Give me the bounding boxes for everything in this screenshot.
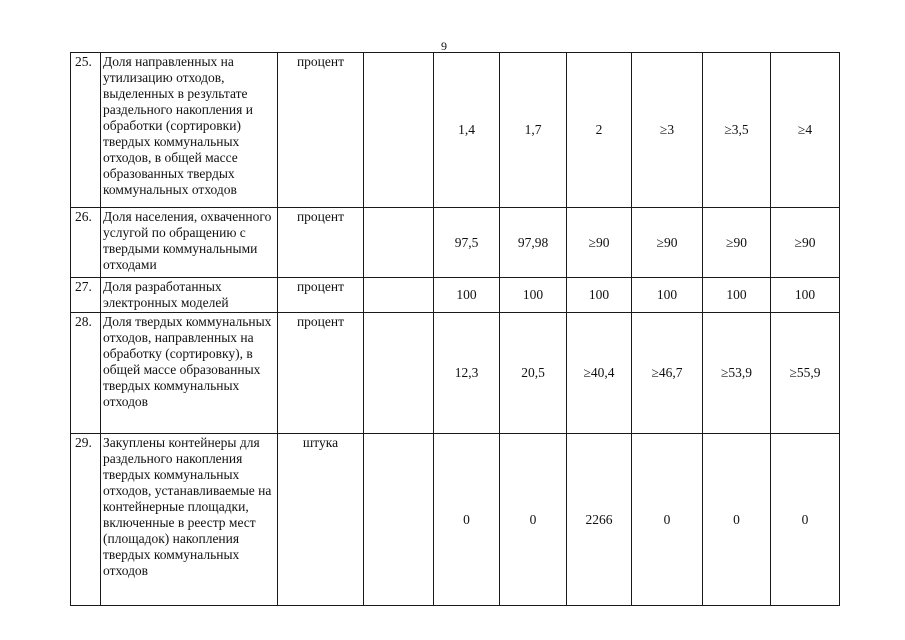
value-cell: ≥3,5 bbox=[703, 53, 771, 208]
value-cell: 0 bbox=[632, 434, 703, 606]
table-row bbox=[71, 208, 840, 278]
value-cell: 20,5 bbox=[500, 313, 567, 434]
value-cell: 100 bbox=[703, 278, 771, 313]
page-number: 9 bbox=[441, 39, 447, 53]
value-cell: 0 bbox=[434, 434, 500, 606]
unit-cell: процент bbox=[278, 278, 364, 313]
value-cell: 100 bbox=[632, 278, 703, 313]
value-cell: 1,4 bbox=[434, 53, 500, 208]
empty-cell bbox=[364, 434, 434, 606]
value-cell: ≥46,7 bbox=[632, 313, 703, 434]
table-row bbox=[71, 278, 840, 313]
value-cell: 0 bbox=[771, 434, 840, 606]
value-cell: 100 bbox=[567, 278, 632, 313]
unit-cell: процент bbox=[278, 53, 364, 208]
unit-cell: процент bbox=[278, 208, 364, 278]
indicator-name: Доля направленных на утилизацию отходов, выделенных в результате раздельного накопления и обработки (сортировки) твердых коммунальных отходов, в общей массе образованных твердых коммунальных отходов bbox=[101, 53, 278, 208]
indicator-name: Доля населения, охваченного услугой по обращению с твердыми коммунальными отходами bbox=[101, 208, 278, 278]
indicator-name: Доля разработанных электронных моделей bbox=[101, 278, 278, 313]
value-cell: ≥3 bbox=[632, 53, 703, 208]
value-cell: ≥4 bbox=[771, 53, 840, 208]
value-cell: 97,98 bbox=[500, 208, 567, 278]
value-cell: ≥53,9 bbox=[703, 313, 771, 434]
value-cell: ≥90 bbox=[771, 208, 840, 278]
indicator-name: Доля твердых коммунальных отходов, направленных на обработку (сортировку), в общей массе образованных твердых коммунальных отходов bbox=[101, 313, 278, 434]
value-cell: ≥55,9 bbox=[771, 313, 840, 434]
table-row bbox=[71, 313, 840, 434]
value-cell: 0 bbox=[703, 434, 771, 606]
value-cell: 100 bbox=[500, 278, 567, 313]
indicator-table bbox=[70, 52, 840, 606]
value-cell: 1,7 bbox=[500, 53, 567, 208]
value-cell: 100 bbox=[434, 278, 500, 313]
value-cell: 2266 bbox=[567, 434, 632, 606]
value-cell: 2 bbox=[567, 53, 632, 208]
unit-cell: процент bbox=[278, 313, 364, 434]
value-cell: ≥90 bbox=[703, 208, 771, 278]
table-row bbox=[71, 434, 840, 606]
empty-cell bbox=[364, 208, 434, 278]
value-cell: ≥90 bbox=[567, 208, 632, 278]
row-number: 27. bbox=[71, 278, 101, 313]
value-cell: 100 bbox=[771, 278, 840, 313]
value-cell: 12,3 bbox=[434, 313, 500, 434]
empty-cell bbox=[364, 278, 434, 313]
table-row bbox=[71, 53, 840, 208]
row-number: 25. bbox=[71, 53, 101, 208]
empty-cell bbox=[364, 53, 434, 208]
indicator-name: Закуплены контейнеры для раздельного накопления твердых коммунальных отходов, устанавливаемые на контейнерные площадки, включенные в реестр мест (площадок) накопления твердых коммунальных отходов bbox=[101, 434, 278, 606]
unit-cell: штука bbox=[278, 434, 364, 606]
row-number: 26. bbox=[71, 208, 101, 278]
row-number: 28. bbox=[71, 313, 101, 434]
row-number: 29. bbox=[71, 434, 101, 606]
value-cell: ≥40,4 bbox=[567, 313, 632, 434]
value-cell: ≥90 bbox=[632, 208, 703, 278]
value-cell: 97,5 bbox=[434, 208, 500, 278]
empty-cell bbox=[364, 313, 434, 434]
value-cell: 0 bbox=[500, 434, 567, 606]
